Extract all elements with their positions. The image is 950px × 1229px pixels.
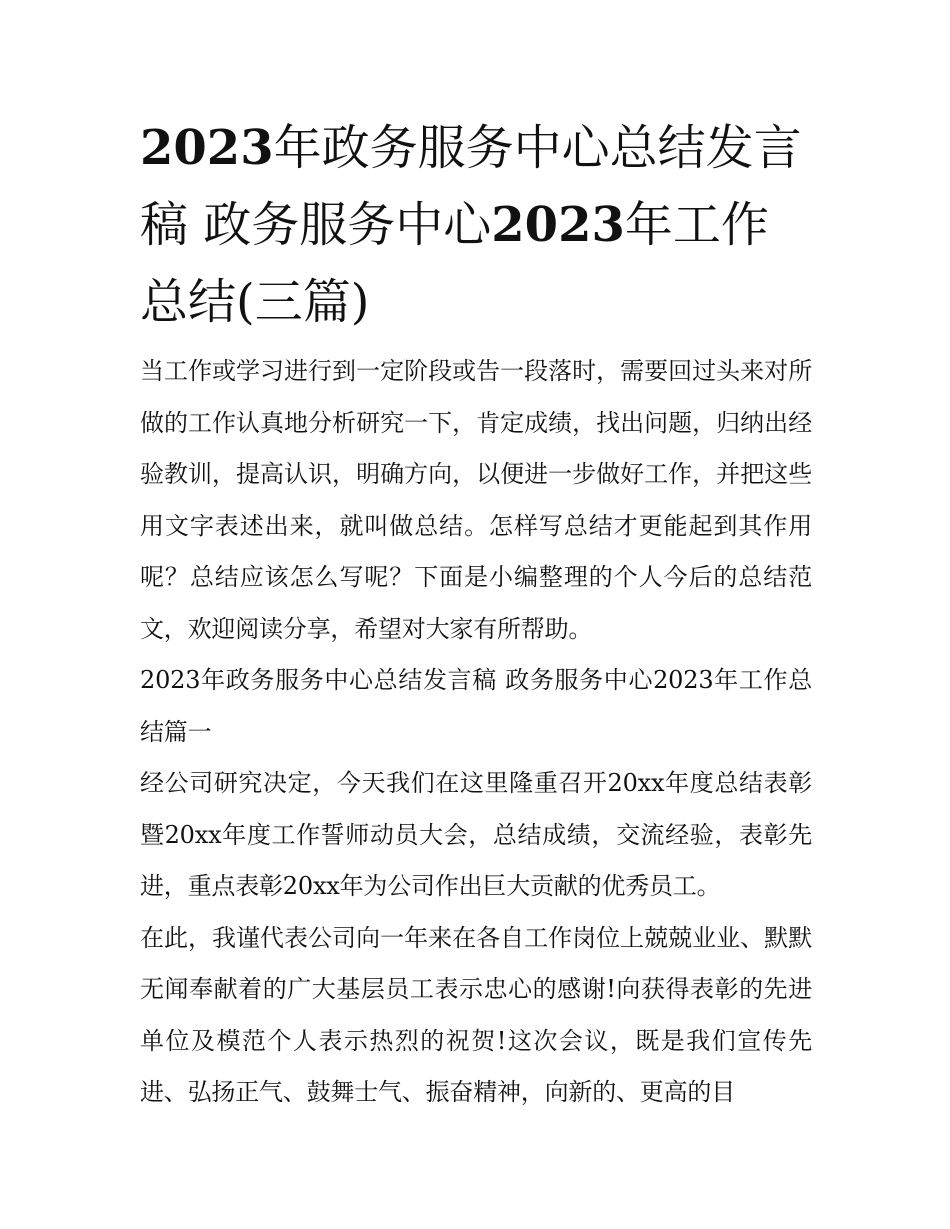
document-title-text: 2023年政务服务中心总结发言稿 政务服务中心2023年工作总结(三篇): [140, 120, 802, 330]
body-paragraph-2: 在此，我谨代表公司向一年来在各自工作岗位上兢兢业业、默默无闻奉献着的广大基层员工表示忠心的感谢!向获得表彰的先进单位及模范个人表示热烈的祝贺!这次会议，既是我们宣传先进、弘扬正气、鼓舞士气、振奋精神，向新的、更高的目: [140, 923, 812, 1106]
document-title: [140, 110, 812, 341]
body-paragraph-1: 经公司研究决定，今天我们在这里隆重召开20xx年度总结表彰暨20xx年度工作誓师动员大会，总结成绩，交流经验，表彰先进，重点表彰20xx年为公司作出巨大贡献的优秀员工。: [140, 769, 812, 900]
section-heading: 2023年政务服务中心总结发言稿 政务服务中心2023年工作总结篇一: [140, 666, 812, 746]
intro-paragraph: 当工作或学习进行到一定阶段或告一段落时，需要回过头来对所做的工作认真地分析研究一下，肯定成绩，找出问题，归纳出经验教训，提高认识，明确方向，以便进一步做好工作，并把这些用文字表述出来，就叫做总结。怎样写总结才更能起到其作用呢？总结应该怎么写呢？下面是小编整理的个人今后的总结范文，欢迎阅读分享，希望对大家有所帮助。: [140, 357, 812, 643]
document-page: [140, 110, 812, 1119]
